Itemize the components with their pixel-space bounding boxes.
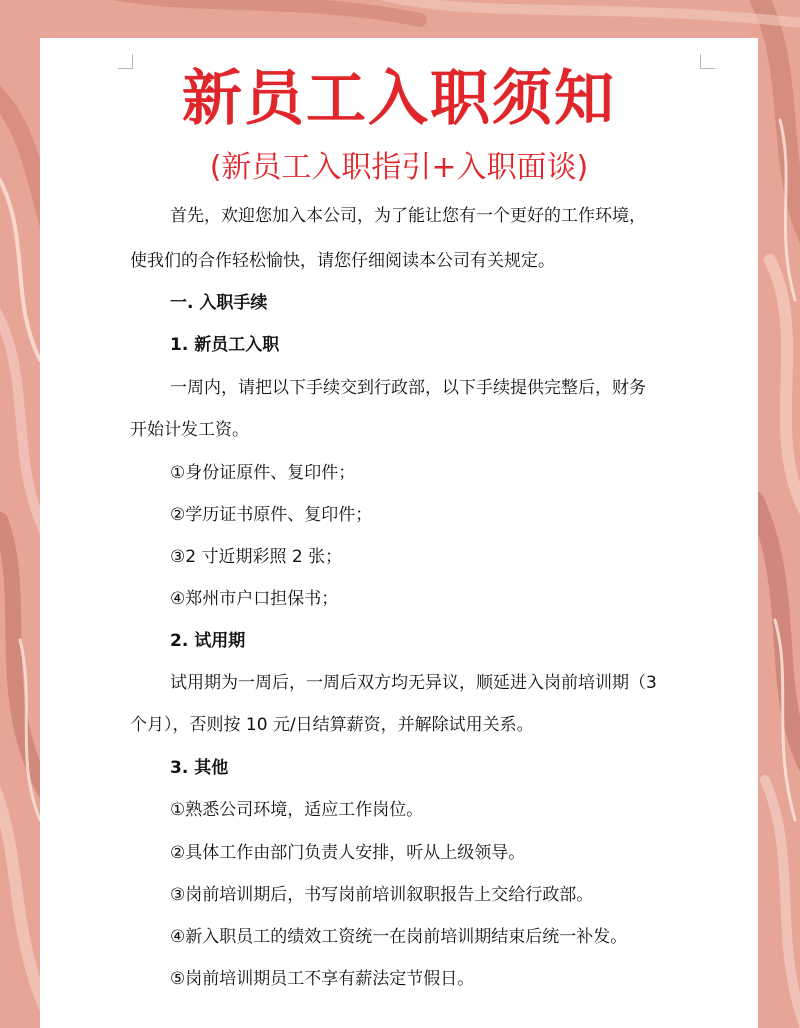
subsection-heading-new-employee: 1. 新员工入职: [170, 335, 280, 355]
intro-line-2: 使我们的合作轻松愉快，请您仔细阅读本公司有关规定。: [130, 251, 555, 271]
subsection-heading-probation: 2. 试用期: [170, 631, 246, 651]
list-item: ④新入职员工的绩效工资统一在岗前培训期结束后统一补发。: [170, 927, 628, 947]
paragraph-line: 个月），否则按 10 元/日结算薪资，并解除试用关系。: [130, 715, 534, 735]
list-item: ①熟悉公司环境，适应工作岗位。: [170, 800, 424, 820]
intro-line-1: 首先，欢迎您加入本公司，为了能让您有一个更好的工作环境，: [170, 206, 646, 226]
paragraph-line: 试用期为一周后，一周后双方均无异议，顺延进入岗前培训期（3: [170, 673, 657, 693]
paragraph-line: 一周内，请把以下手续交到行政部，以下手续提供完整后，财务: [170, 378, 646, 398]
list-item: ②具体工作由部门负责人安排，听从上级领导。: [170, 843, 526, 863]
list-item: ①身份证原件、复印件；: [170, 463, 356, 483]
list-item: ③岗前培训期后，书写岗前培训叙职报告上交给行政部。: [170, 885, 594, 905]
list-item: ⑤岗前培训期员工不享有薪法定节假日。: [170, 969, 475, 989]
list-item: ③2 寸近期彩照 2 张；: [170, 547, 343, 567]
page-title: 新员工入职须知: [182, 64, 616, 134]
section-heading-onboarding: 一. 入职手续: [170, 293, 268, 313]
list-item: ②学历证书原件、复印件；: [170, 505, 373, 525]
paragraph-line: 开始计发工资。: [130, 420, 249, 440]
subsection-heading-other: 3. 其他: [170, 758, 229, 778]
page-subtitle: (新员工入职指引+入职面谈): [209, 150, 589, 185]
list-item: ④郑州市户口担保书；: [170, 589, 339, 609]
